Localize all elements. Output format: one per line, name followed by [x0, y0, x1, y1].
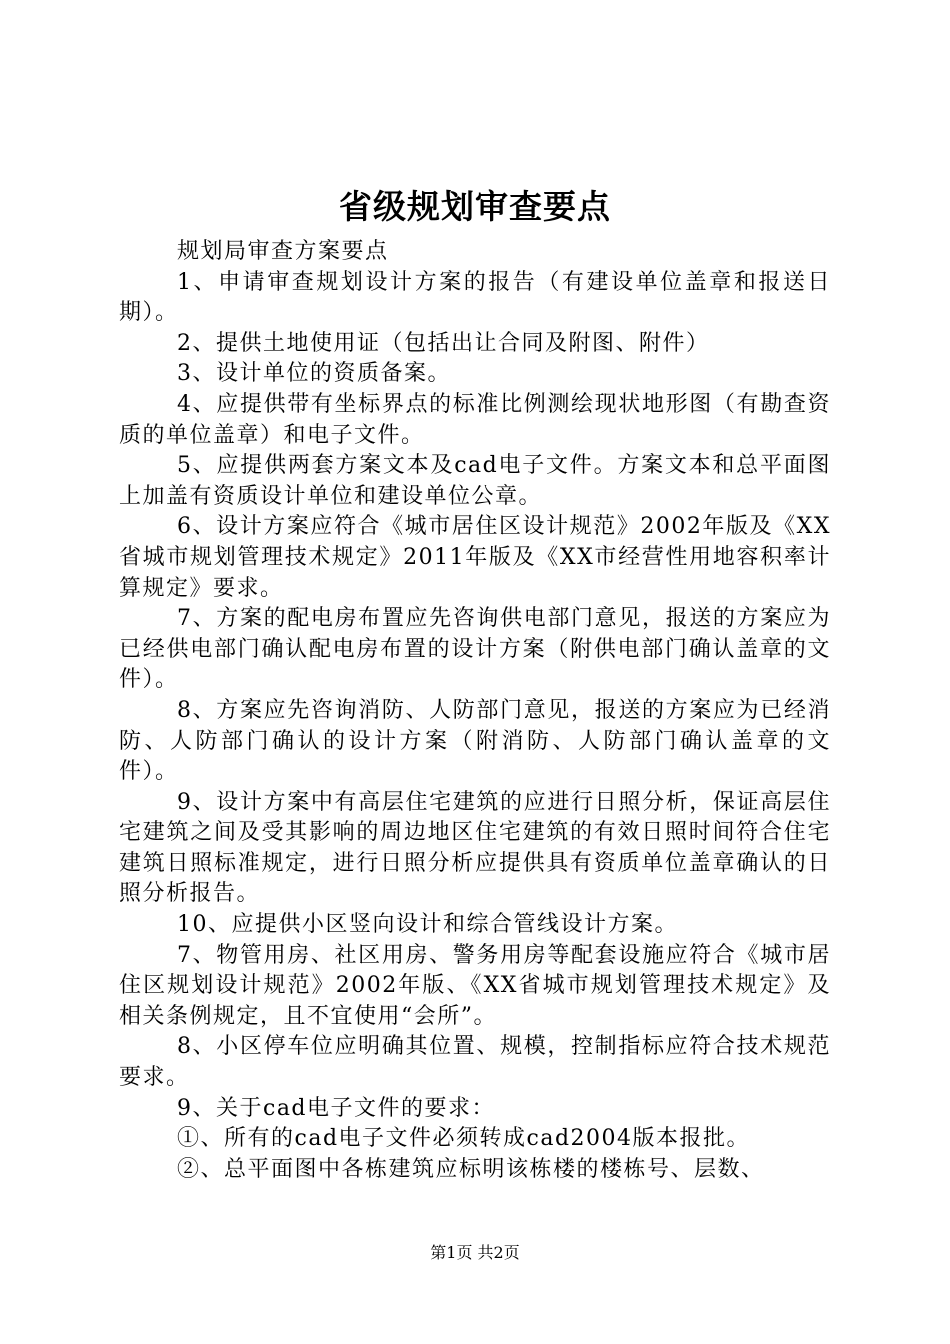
paragraph-item-5: 5、应提供两套方案文本及cad电子文件。方案文本和总平面图上加盖有资质设计单位和建设单位公章。 [119, 453, 831, 509]
paragraph-item-9: 9、设计方案中有高层住宅建筑的应进行日照分析，保证高层住宅建筑之间及受其影响的周边地区住宅建筑的有效日照时间符合住宅建筑日照标准规定，进行日照分析应提供具有资质单位盖章确认的日照分析报告。 [119, 789, 831, 907]
document-body [119, 237, 831, 1185]
paragraph-item-8: 8、方案应先咨询消防、人防部门意见，报送的方案应为已经消防、人防部门确认的设计方案（附消防、人防部门确认盖章的文件）。 [119, 697, 831, 785]
paragraph-item-8b: 8、小区停车位应明确其位置、规模，控制指标应符合技术规范要求。 [119, 1034, 831, 1091]
paragraph-subitem-2: ②、总平面图中各栋建筑应标明该栋楼的楼栋号、层数、 [177, 1156, 765, 1182]
paragraph-item-4: 4、应提供带有坐标界点的标准比例测绘现状地形图（有勘查资质的单位盖章）和电子文件。 [119, 391, 831, 448]
page-footer: 第1页 共2页 [430, 1243, 520, 1262]
paragraph-item-6: 6、设计方案应符合《城市居住区设计规范》2002年版及《XX省城市规划管理技术规定》2011年版及《XX市经营性用地容积率计算规定》要求。 [119, 514, 831, 601]
paragraph-item-9b: 9、关于cad电子文件的要求： [177, 1095, 496, 1121]
paragraph-item-1: 1、申请审查规划设计方案的报告（有建设单位盖章和报送日期）。 [119, 269, 831, 326]
paragraph-item-7b: 7、物管用房、社区用房、警务用房等配套设施应符合《城市居住区规划设计规范》2002年版、《XX省城市规划管理技术规定》及相关条例规定，且不宜使用“会所”。 [119, 942, 831, 1029]
paragraph-item-3: 3、设计单位的资质备案。 [177, 361, 451, 387]
paragraph-heading: 规划局审查方案要点 [177, 239, 389, 264]
document-title: 省级规划审查要点 [339, 187, 611, 226]
paragraph-subitem-1: ①、所有的cad电子文件必须转成cad2004版本报批。 [177, 1126, 751, 1152]
paragraph-item-10: 10、应提供小区竖向设计和综合管线设计方案。 [177, 912, 678, 938]
paragraph-item-7: 7、方案的配电房布置应先咨询供电部门意见，报送的方案应为已经供电部门确认配电房布置的设计方案（附供电部门确认盖章的文件）。 [119, 606, 831, 693]
paragraph-item-2: 2、提供土地使用证（包括出让合同及附图、附件） [177, 330, 710, 356]
